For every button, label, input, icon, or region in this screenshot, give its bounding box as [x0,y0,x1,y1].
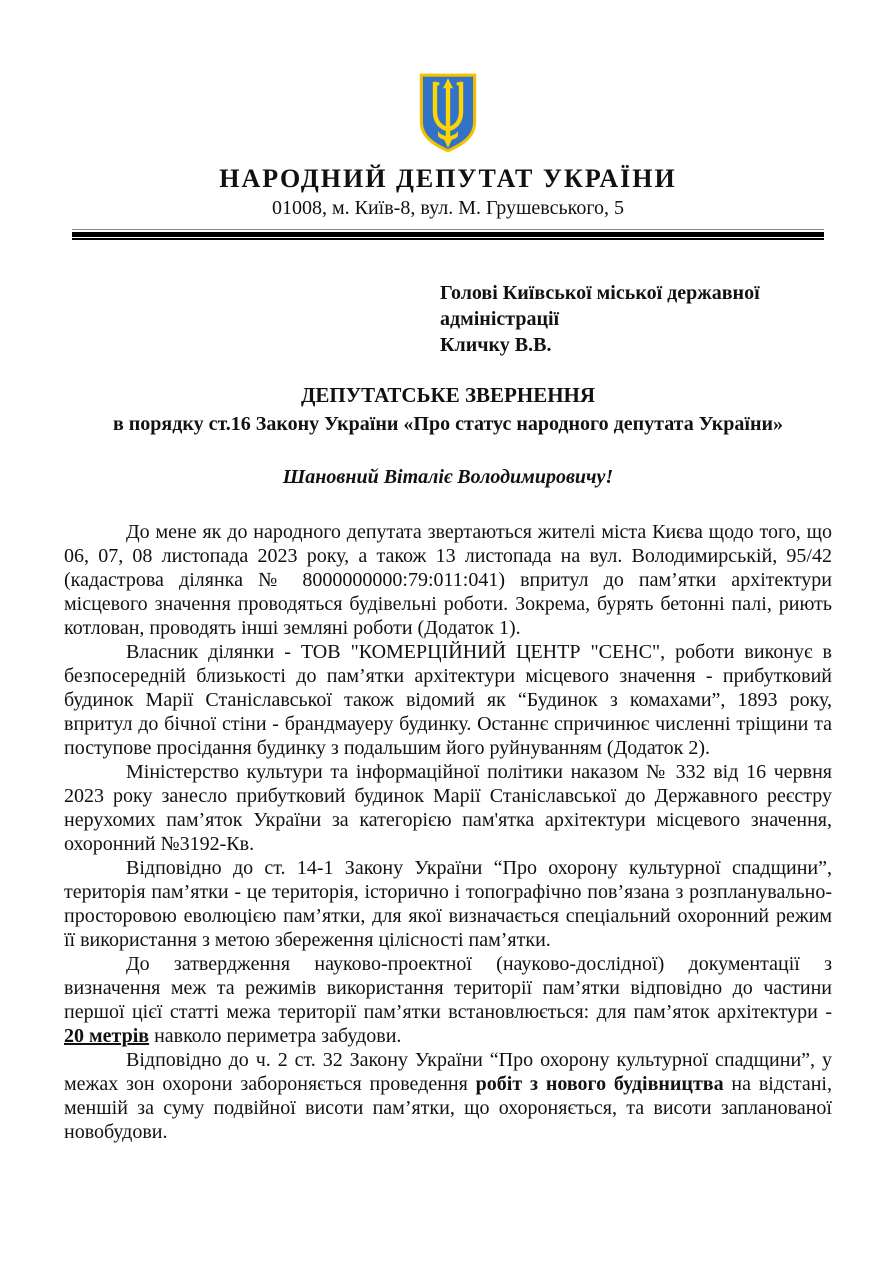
recipient-block [440,280,840,358]
body-paragraph [64,520,832,640]
recipient-line-3: Кличку В.В. [440,334,552,356]
document-subtitle: в порядку ст.16 Закону України «Про статус народного депутата України» [112,413,784,435]
paragraph-segment: Власник ділянки - ТОВ "КОМЕРЦІЙНИЙ ЦЕНТР "СЕНС", роботи виконує в безпосередній близькості до пам’ятки архітектури місцевого значення - прибутковий будинок Марії Станіславської також відомий як “Будинок з комахами”, 1893 року, впритул до бічної стіни - брандмауеру будинку. Останнє спричинює численні тріщини та поступове просідання будинку з подальшим його руйнуванням (Додаток 2). [64,641,832,759]
body-paragraph [64,760,832,856]
document-title: ДЕПУТАТСЬКЕ ЗВЕРНЕННЯ [300,383,596,407]
body-paragraph [64,640,832,760]
document-body [64,520,832,1144]
paragraph-segment: робіт з нового будівництва [475,1073,724,1095]
paragraph-segment: Міністерство культури та інформаційної політики наказом № 332 від 16 червня 2023 року занесло прибутковий будинок Марії Станіславської до Державного реєстру нерухомих пам’яток України за категорією пам'ятка архітектури місцевого значення, охоронний №3192-Кв. [64,761,832,855]
paragraph-segment: Відповідно до ст. 14-1 Закону України “Про охорону культурної спадщини”, територія пам’ятки - це територія, історично і топографічно пов’язана з розпланувально-просторовою еволюцією пам’ятки, для якої визначається спеціальний охоронний режим її використання з метою збереження цілісності пам’ятки. [64,857,832,951]
letterhead-title: НАРОДНИЙ ДЕПУТАТ УКРАЇНИ [219,164,677,193]
letterhead-divider [72,229,824,240]
letterhead-address: 01008, м. Київ-8, вул. М. Грушевського, 5 [271,197,625,219]
paragraph-segment: на відстані, меншій за суму подвійної висоти пам’ятки, що охороняється, та висоти запланованої новобудови. [64,1073,832,1143]
ukraine-coat-of-arms-icon [417,72,479,154]
paragraph-segment: До мене як до народного депутата звертаються жителі міста Києва щодо того, що 06, 07, 08 листопада 2023 року, а також 13 листопада на вул. Володимирській, 95/42 (кадастрова ділянка № 8000000000:79:011:041) впритул до пам’ятки архітектури місцевого значення проводяться будівельні роботи. Зокрема, бурять бетонні палі, риють котлован, проводять інші земляні роботи (Додаток 1). [64,521,832,639]
recipient-line-1: Голові Київської міської державної [440,282,760,304]
body-paragraph [64,1048,832,1144]
letterhead [0,72,896,240]
body-paragraph [64,856,832,952]
salutation: Шановний Віталіє Володимировичу! [282,466,614,488]
body-paragraph [64,952,832,1048]
paragraph-segment: навколо периметра забудови. [149,1025,402,1047]
recipient-line-2: адміністрації [440,308,560,330]
paragraph-segment: До затвердження науково-проектної (науково-дослідної) документації з визначення меж та режимів використання території пам’ятки відповідно до частини першої цієї статті межа території пам’ятки встановлюється: для пам’яток архітектури - [64,953,832,1023]
paragraph-segment: Відповідно до ч. 2 ст. 32 Закону України “Про охорону культурної спадщини”, у межах зон охорони забороняється проведення [64,1049,832,1095]
paragraph-segment: 20 метрів [64,1025,150,1047]
